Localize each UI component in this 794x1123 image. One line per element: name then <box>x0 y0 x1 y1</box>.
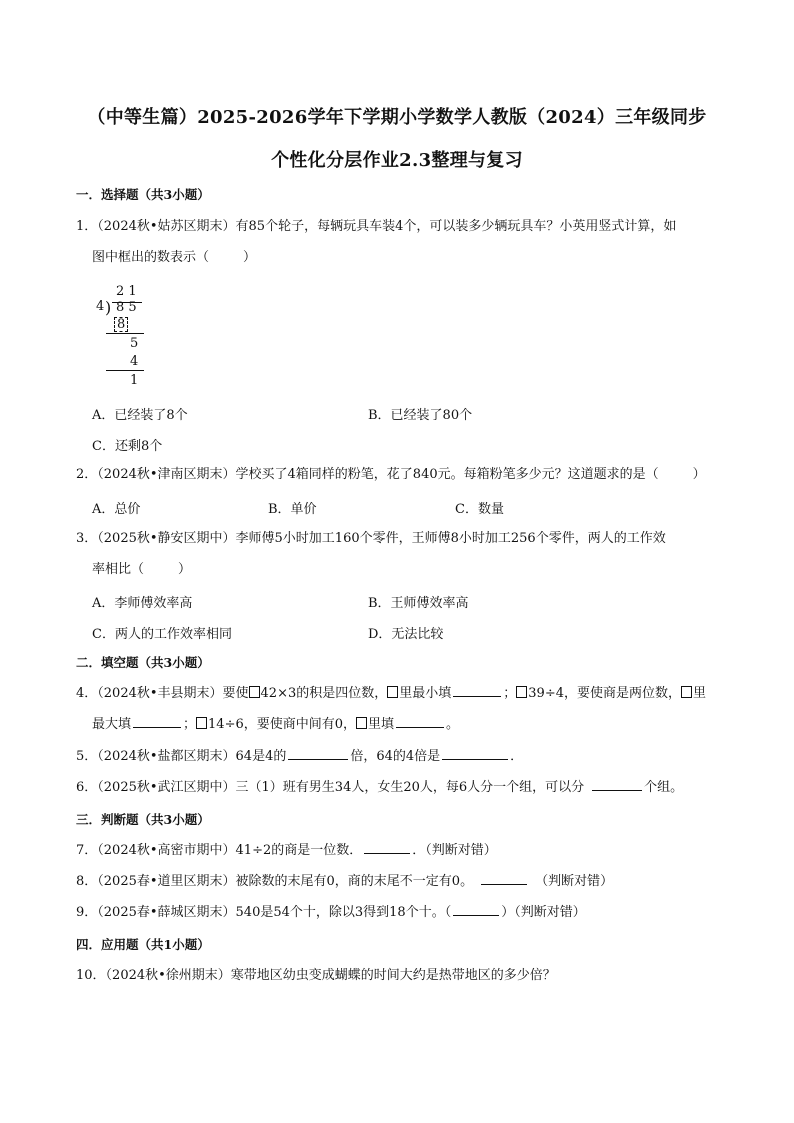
q1-option-b[interactable]: B．已经装了80个 <box>368 408 473 423</box>
q2-option-a[interactable]: A．总价 <box>92 502 141 517</box>
question-6: 6．（2025秋•武江区期中）三（1）班有男生34人，女生20人，每6人分一个组，可以分 个组。 <box>76 772 724 803</box>
q1-option-a[interactable]: A．已经装了8个 <box>92 408 188 423</box>
q1-line-1: 1．（2024秋•姑苏区期末）有85个轮子，每辆玩具车装4个，可以装多少辆玩具车？小英用竖式计算，如 <box>76 219 677 234</box>
long-division-figure <box>92 284 162 394</box>
question-5: 5．（2024秋•盐都区期末）64是4的 倍，64的4倍是 ． <box>76 741 724 772</box>
box-icon <box>196 717 207 729</box>
division-remainder-2: 1 <box>130 373 139 388</box>
box-icon <box>249 686 260 698</box>
box-icon <box>681 686 692 698</box>
q2-option-c[interactable]: C．数量 <box>455 502 504 517</box>
q3-option-a[interactable]: A．李师傅效率高 <box>92 596 193 611</box>
box-icon <box>356 717 367 729</box>
q4-blank-3[interactable] <box>396 713 444 728</box>
section-fill-blank: 二．填空题（共3小题） <box>76 655 210 670</box>
division-boxed-number: 8 <box>114 317 128 332</box>
q5-blank-1[interactable] <box>288 745 348 760</box>
q8-blank[interactable] <box>481 870 527 885</box>
question-1 <box>76 211 724 273</box>
question-10: 10．（2024秋•徐州期末）寒带地区幼虫变成蝴蝶的时间大约是热带地区的多少倍？ <box>76 968 556 983</box>
division-quotient: 2 1 <box>116 284 137 299</box>
section-application: 四．应用题（共1小题） <box>76 937 210 952</box>
division-subtract: 4 <box>130 354 139 369</box>
title-line-1: （中等生篇）2025-2026学年下学期小学数学人教版（2024）三年级同步 <box>87 107 707 128</box>
q6-blank[interactable] <box>592 776 642 791</box>
division-dividend: 8 5 <box>116 300 137 315</box>
section-true-false: 三．判断题（共3小题） <box>76 812 210 827</box>
q4-blank-1[interactable] <box>453 682 501 697</box>
question-2: 2．（2024秋•津南区期末）学校买了4箱同样的粉笔，花了840元。每箱粉笔多少元？这道题求的是（ ） <box>76 467 706 482</box>
question-8: 8．（2025春•道里区期末）被除数的末尾有0，商的末尾不一定有0。 （判断对错） <box>76 866 724 897</box>
question-4: 4．（2024秋•丰县期末）要使 42×3的积是四位数， 里最小填 ； 39÷4，要使商是两位数， 里 最大填 ； 14÷6，要使商中间有0， 里填 。 <box>76 678 724 740</box>
question-7: 7．（2024秋•高密市期中）41÷2的商是一位数． ．（判断对错） <box>76 835 724 866</box>
question-3: 3．（2025秋•静安区期中）李师傅5小时加工160个零件，王师傅8小时加工256个零件，两人的工作效 率相比（ ） <box>76 531 666 577</box>
q3-option-d[interactable]: D．无法比较 <box>368 627 444 642</box>
title-line-2: 个性化分层作业2.3整理与复习 <box>271 150 523 171</box>
box-icon <box>387 686 398 698</box>
division-remainder-1: 5 <box>130 336 139 351</box>
question-9: 9．（2025春•薛城区期末）540是54个十，除以3得到18个十。（ ）（判断对错） <box>76 897 724 928</box>
q1-line-2: 图中框出的数表示（ ） <box>92 250 257 265</box>
division-bracket: ) <box>105 298 112 317</box>
q4-blank-2[interactable] <box>133 713 181 728</box>
section-choice: 一．选择题（共3小题） <box>76 187 210 202</box>
q3-option-c[interactable]: C．两人的工作效率相同 <box>92 627 232 642</box>
division-divisor: 4 <box>96 299 105 314</box>
box-icon <box>516 686 527 698</box>
q9-blank[interactable] <box>453 901 499 916</box>
q2-option-b[interactable]: B．单价 <box>268 502 317 517</box>
q5-blank-2[interactable] <box>442 745 508 760</box>
q7-blank[interactable] <box>364 839 410 854</box>
q3-option-b[interactable]: B．王师傅效率高 <box>368 596 469 611</box>
q1-option-c[interactable]: C．还剩8个 <box>92 439 163 454</box>
